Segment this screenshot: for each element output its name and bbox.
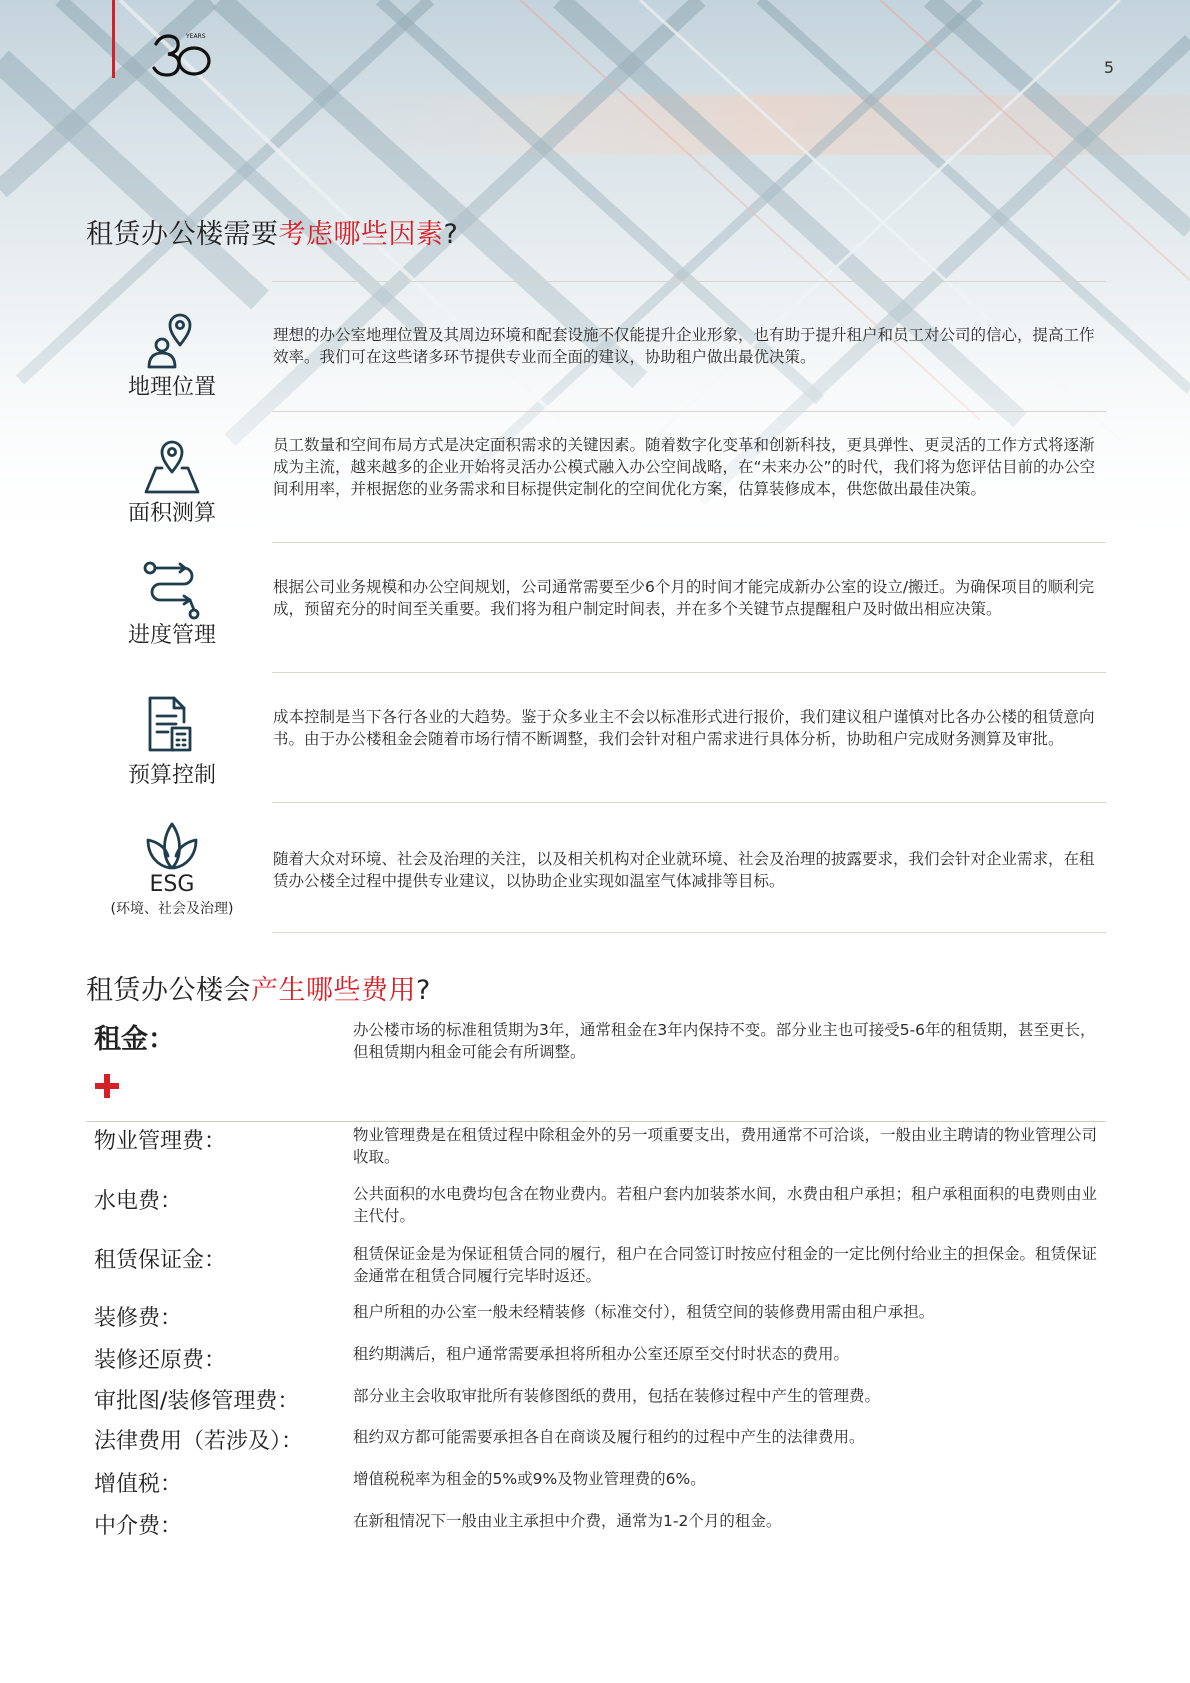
factor-divider	[272, 802, 1106, 803]
factor-description: 根据公司业务规模和办公空间规划，公司通常需要至少6个月的时间才能完成新办公室的设立/搬迁。为确保项目的顺利完成，预留充分的时间至关重要。我们将为租户制定时间表，并在多个关键节点提醒租户及时做出相应决策。	[273, 578, 1095, 618]
fee-description: 租约双方都可能需要承担各自在商谈及履行租约的过程中产生的法律费用。	[353, 1428, 865, 1446]
esg-leaf-icon	[140, 812, 204, 876]
fee-label: 租金：	[94, 1024, 175, 1055]
logo-years-text: YEARS	[186, 33, 206, 40]
factor-divider	[272, 281, 1106, 282]
fees-section-title	[86, 968, 431, 1007]
factor-label: 进度管理	[127, 623, 216, 648]
factor-divider	[272, 672, 1106, 673]
fee-description: 在新租情况下一般由业主承担中介费，通常为1-2个月的租金。	[353, 1512, 782, 1530]
header-accent-bar	[112, 0, 115, 78]
factor-divider	[272, 411, 1106, 412]
factor-description: 理想的办公室地理位置及其周边环境和配套设施不仅能提升企业形象，也有助于提升租户和员工对公司的信心，提高工作效率。我们可在这些诸多环节提供专业而全面的建议，协助租户做出最优决策。	[273, 326, 1095, 366]
fee-label: 装修还原费：	[94, 1348, 227, 1373]
fee-label: 审批图/装修管理费：	[94, 1389, 300, 1414]
factor-label: ESG	[149, 872, 195, 897]
fee-description: 公共面积的水电费均包含在物业费内。若租户套内加装茶水间，水费由租户承担；租户承租面积的电费则由业主代付。	[353, 1185, 1098, 1225]
fee-description: 租约期满后，租户通常需要承担将所租办公室还原至交付时状态的费用。	[353, 1345, 850, 1363]
fee-label: 法律费用（若涉及）：	[94, 1429, 304, 1454]
factor-label: 面积测算	[127, 501, 216, 526]
30-years-logo	[152, 30, 214, 80]
fees-title-suffix: ?	[416, 975, 431, 1006]
factors-section-title	[86, 212, 458, 251]
factor-divider	[272, 542, 1106, 543]
fees-title-prefix: 租赁办公楼会	[86, 975, 251, 1006]
fee-divider	[86, 1121, 1106, 1122]
fee-description: 物业管理费是在租赁过程中除租金外的另一项重要支出，费用通常不可洽谈，一般由业主聘请的物业管理公司收取。	[353, 1126, 1098, 1166]
factors-title-suffix: ?	[443, 219, 459, 250]
fee-label: 增值税：	[94, 1472, 183, 1497]
fee-description: 增值税税率为租金的5%或9%及物业管理费的6%。	[353, 1470, 706, 1488]
factor-divider	[272, 932, 1106, 933]
location-person-icon	[140, 309, 204, 373]
fee-label: 租赁保证金：	[94, 1248, 227, 1273]
factor-description: 随着大众对环境、社会及治理的关注，以及相关机构对企业就环境、社会及治理的披露要求，我们会针对企业需求，在租赁办公楼全过程中提供专业建议，以协助企业实现如温室气体减排等目标。	[273, 850, 1095, 890]
factor-label: 预算控制	[127, 763, 216, 788]
factor-label: 地理位置	[127, 375, 216, 400]
plus-icon	[93, 1072, 121, 1100]
fees-title-highlight: 产生哪些费用	[251, 975, 416, 1006]
factor-description: 成本控制是当下各行各业的大趋势。鉴于众多业主不会以标准形式进行报价，我们建议租户谨慎对比各办公楼的租赁意向书。由于办公楼租金会随着市场行情不断调整，我们会针对租户需求进行具体分析，协助租户完成财务测算及审批。	[273, 708, 1095, 748]
factors-title-prefix: 租赁办公楼需要	[86, 219, 279, 250]
fee-description: 办公楼市场的标准租赁期为3年，通常租金在3年内保持不变。部分业主也可接受5-6年的租赁期，甚至更长，但租赁期内租金可能会有所调整。	[353, 1021, 1096, 1061]
map-pin-area-icon	[140, 434, 204, 498]
fee-label: 物业管理费：	[94, 1129, 227, 1154]
fee-description: 租赁保证金是为保证租赁合同的履行，租户在合同签订时按应付租金的一定比例付给业主的担保金。租赁保证金通常在租赁合同履行完毕时返还。	[353, 1245, 1098, 1285]
fee-label: 中介费：	[94, 1514, 183, 1539]
factor-description: 员工数量和空间布局方式是决定面积需求的关键因素。随着数字化变革和创新科技，更具弹性、更灵活的工作方式将逐渐成为主流，越来越多的企业开始将灵活办公模式融入办公空间战略，在“未来办公”的时代，我们将为您评估目前的办公空间利用率，并根据您的业务需求和目标提供定制化的空间优化方案，估算装修成本，供您做出最佳决策。	[273, 436, 1096, 498]
factor-sublabel: (环境、社会及治理)	[110, 901, 234, 917]
fee-description: 租户所租的办公室一般未经精装修（标准交付），租赁空间的装修费用需由租户承担。	[353, 1303, 935, 1321]
route-progress-icon	[140, 556, 204, 620]
factors-title-highlight: 考虑哪些因素	[278, 219, 444, 250]
fee-description: 部分业主会收取审批所有装修图纸的费用，包括在装修过程中产生的管理费。	[353, 1387, 881, 1405]
fee-label: 装修费：	[94, 1306, 183, 1331]
budget-document-icon	[140, 692, 204, 756]
fee-label: 水电费：	[94, 1189, 183, 1214]
page-number: 5	[1103, 58, 1114, 77]
